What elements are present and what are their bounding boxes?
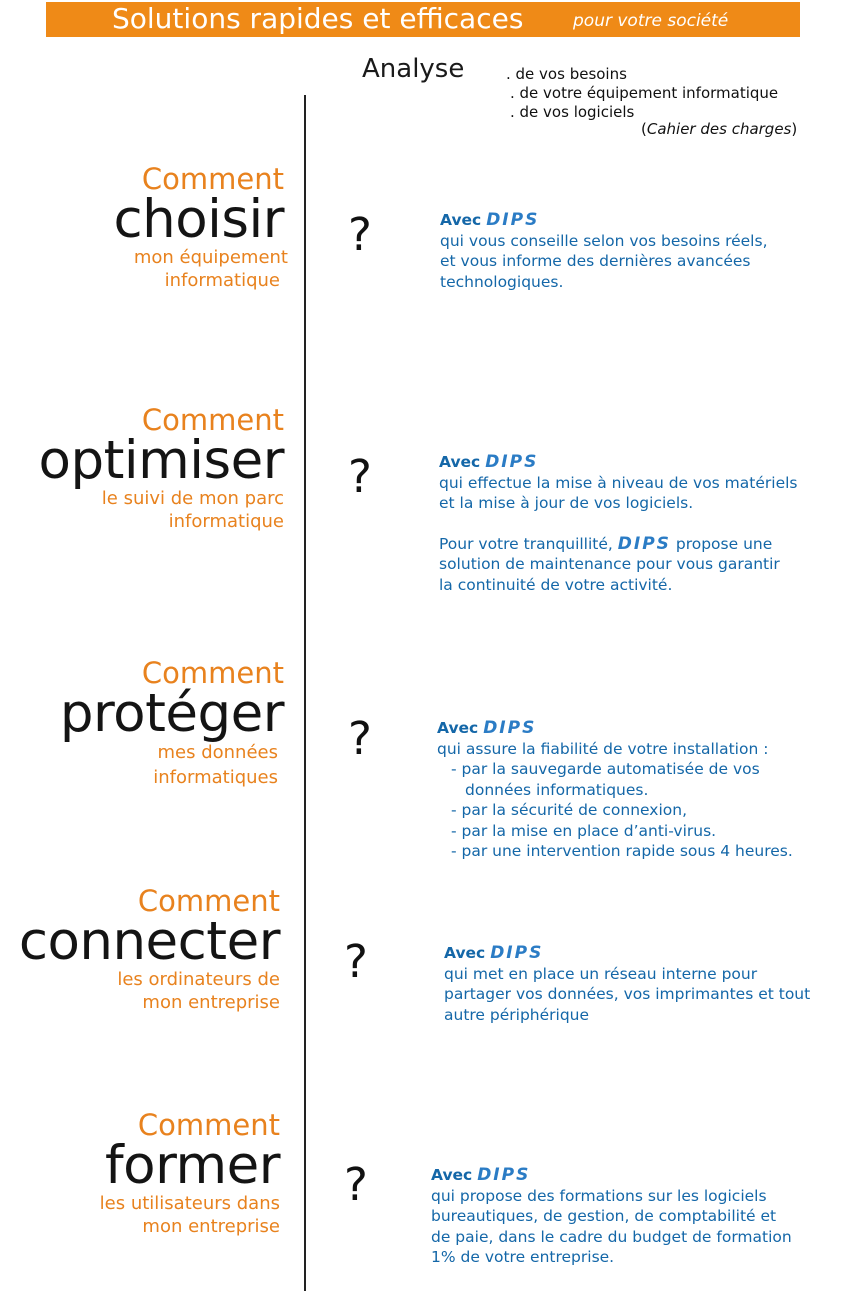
comment-label: Comment <box>141 162 284 196</box>
answer-choisir: Avec DIPS qui vous conseille selon vos besoins réels, et vous informe des dernières avancées technologiques. <box>440 210 768 291</box>
verb-label: former <box>105 1135 280 1196</box>
question-mark: ? <box>344 1158 368 1211</box>
dips-logo: DIPS <box>485 452 539 472</box>
subtitle-line: les ordinateurs de <box>117 969 280 990</box>
answer-optimiser: Avec DIPS qui effectue la mise à niveau de vos matériels et la mise à jour de vos logiciels. Pour votre tranquillité, DIPS propose une solution de maintenance pour vous garantir la continuité de votre activité. <box>439 452 798 594</box>
answer-proteger: Avec DIPS qui assure la fiabilité de votre installation : - par la sauvegarde automatisée de vos données informatiques. - par la sécurité de connexion, - par la mise en place d’anti-virus. - par une intervention rapide sous 4 heures. <box>437 718 793 860</box>
subtitle-line: mon équipement <box>133 247 288 268</box>
banner-title: Solutions rapides et efficaces <box>112 2 524 35</box>
subtitle-line: les utilisateurs dans <box>99 1193 280 1214</box>
section-heading-proteger <box>60 658 284 790</box>
question-mark: ? <box>348 712 372 765</box>
analyse-item: . de vos logiciels <box>510 103 635 121</box>
section-heading-optimiser <box>39 405 284 533</box>
comment-label: Comment <box>141 403 284 437</box>
subtitle-line: informatique <box>164 270 280 291</box>
section-heading-choisir <box>113 162 288 292</box>
section-heading-connecter <box>19 886 280 1014</box>
subtitle-line: mon entreprise <box>142 1216 280 1237</box>
analyse-list <box>510 103 634 122</box>
cahier-des-charges: (Cahier des charges) <box>641 120 798 138</box>
dips-logo: DIPS <box>490 943 544 963</box>
dips-logo: DIPS <box>483 718 537 738</box>
question-mark: ? <box>348 450 372 503</box>
section-heading-former <box>100 1110 280 1238</box>
analyse-title: Analyse <box>362 54 465 84</box>
subtitle-line: mes données <box>157 742 278 763</box>
verb-label: protéger <box>59 683 284 744</box>
question-mark: ? <box>344 935 368 988</box>
analyse-item: . de votre équipement informatique <box>510 84 779 102</box>
dips-logo: DIPS <box>477 1165 531 1185</box>
header-banner <box>46 2 800 37</box>
verb-label: connecter <box>18 911 280 972</box>
subtitle-line: informatiques <box>153 767 278 788</box>
comment-label: Comment <box>137 884 280 918</box>
dips-logo: DIPS <box>617 533 671 554</box>
vertical-divider <box>304 95 306 1291</box>
answer-connecter: Avec DIPS qui met en place un réseau interne pour partager vos données, vos imprimantes et tout autre périphérique <box>444 943 811 1024</box>
subtitle-line: mon entreprise <box>142 992 280 1013</box>
answer-former: Avec DIPS qui propose des formations sur les logiciels bureautiques, de gestion, de comptabilité et de paie, dans le cadre du budget de formation 1% de votre entreprise. <box>431 1165 792 1266</box>
subtitle-line: informatique <box>168 511 284 532</box>
analyse-item: . de vos besoins <box>506 65 627 83</box>
analyse-list <box>510 84 778 103</box>
dips-logo: DIPS <box>486 210 540 230</box>
question-mark: ? <box>348 208 372 261</box>
comment-label: Comment <box>141 656 284 690</box>
subtitle-line: le suivi de mon parc <box>101 488 284 509</box>
verb-label: optimiser <box>38 430 284 491</box>
comment-label: Comment <box>137 1108 280 1142</box>
verb-label: choisir <box>113 189 284 250</box>
banner-subtitle: pour votre société <box>573 11 729 31</box>
analyse-list <box>506 65 627 84</box>
